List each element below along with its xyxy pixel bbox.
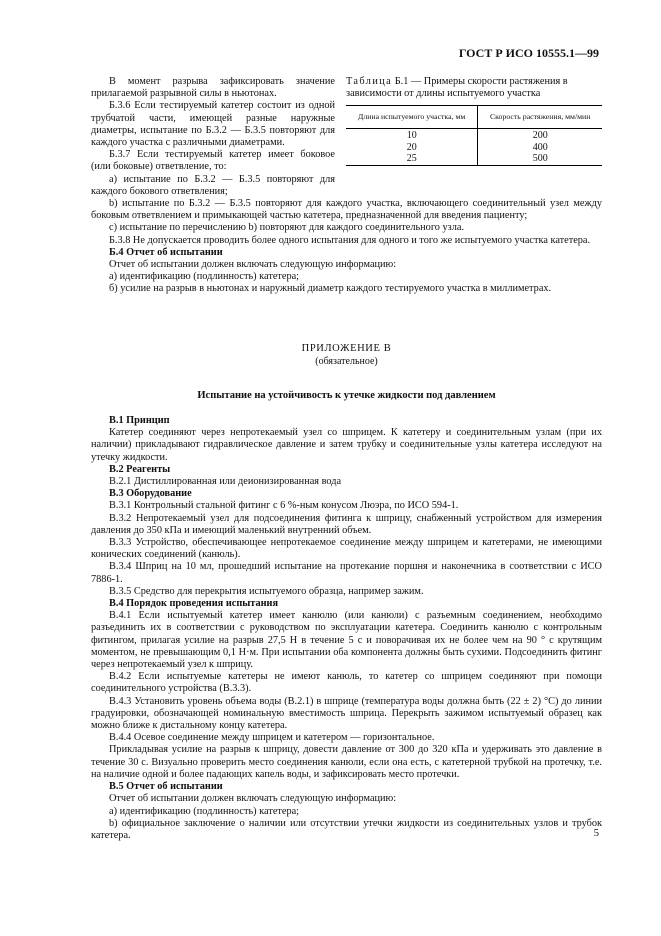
table-cell: 20 bbox=[406, 141, 417, 153]
list-item: а) идентификацию (подлинность) катетера; bbox=[109, 271, 300, 283]
table-caption-label: Таблица bbox=[346, 76, 393, 87]
table-caption bbox=[346, 76, 602, 100]
paragraph-b37-c: c) испытание по перечислению b) повторяют для каждого соединительного узла. bbox=[109, 222, 465, 234]
left-column bbox=[91, 76, 335, 198]
paragraph-v1: Катетер соединяют через непротекаемый узел со шприцем. К катетеру и соединительным узлам (при их наличии) прикладывают гидравлическое давление и затем трубку и соединительные узлы катетера исследуют на утечку жидкости. bbox=[91, 427, 602, 463]
paragraph-v34: В.3.4 Шприц на 10 мл, прошедший испытание на протекание поршня и наконечника в соответствии с ИСО 7886-1. bbox=[91, 561, 602, 585]
paragraph-v21: В.2.1 Дистиллированная или деионизированная вода bbox=[109, 476, 342, 488]
continuation-block bbox=[91, 198, 602, 296]
table-caption-text: Б.1 — Примеры скорости растяжения в зависимости от длины испытуемого участка bbox=[346, 76, 568, 99]
table-row bbox=[346, 142, 602, 154]
table-row bbox=[346, 129, 602, 142]
speed-table bbox=[346, 105, 602, 166]
document-header: ГОСТ Р ИСО 10555.1—99 bbox=[458, 46, 599, 60]
heading-v1: В.1 Принцип bbox=[109, 415, 170, 426]
list-item: b) официальное заключение о наличии или отсутствии утечки жидкости из соединительных узлов и трубок катетера. bbox=[91, 817, 602, 841]
appendix-body bbox=[91, 415, 602, 842]
appendix-title: ПРИЛОЖЕНИЕ В bbox=[301, 343, 392, 354]
list-item: а) идентификацию (подлинность) катетера; bbox=[109, 805, 300, 817]
paragraph-v42: В.4.2 Если испытуемые катетеры не имеют канюль, то катетер со шприцем соединяют при помощи соединительного устройства (В.3.3). bbox=[91, 671, 602, 695]
paragraph-break-force: В момент разрыва зафиксировать значение прилагаемой разрывной силы в ньютонах. bbox=[91, 76, 335, 100]
paragraph-v5-intro: Отчет об испытании должен включать следующую информацию: bbox=[109, 793, 397, 805]
heading-b4: Б.4 Отчет об испытании bbox=[109, 246, 223, 258]
page-number: 5 bbox=[593, 828, 599, 839]
paragraph-b38: Б.3.8 Не допускается проводить более одного испытания для одного и того же испытуемого участка катетера. bbox=[109, 234, 591, 246]
paragraph-v44-cont: Прикладывая усилие на разрыв к шприцу, довести давление от 300 до 320 кПа и удерживать это давление в течение 30 с. Визуально проверить место соединения канюли, если она есть, с катетерной трубкой на протечку, т.е. на наличие одной и более падающих капель воды, и зафиксировать место протечки. bbox=[91, 744, 602, 780]
table-block bbox=[346, 76, 602, 166]
heading-v4: В.4 Порядок проведения испытания bbox=[109, 598, 279, 610]
heading-v3: В.3 Оборудование bbox=[109, 488, 192, 500]
table-header-length: Длина испытуемого участка, мм bbox=[346, 106, 478, 129]
paragraph-b37-b: b) испытание по Б.3.2 — Б.3.5 повторяют для каждого участка, включающего соединительный узел между боковым ответвлением и примыкающей частью катетера, предназначенной для введения пациенту; bbox=[91, 198, 602, 222]
list-item: б) усилие на разрыв в ньютонах и наружный диаметр каждого тестируемого участка в миллиметрах. bbox=[109, 283, 552, 295]
paragraph-v32: В.3.2 Непротекаемый узел для подсоединения фитинга к шприцу, снабженный устройством для измерения давления до 350 кПа и имеющий маленький внутренний объем. bbox=[91, 512, 602, 536]
paragraph-b37: Б.3.7 Если тестируемый катетер имеет боковое (или боковые) ответвление, то: bbox=[91, 149, 335, 173]
table-header-speed: Скорость растяжения, мм/мин bbox=[478, 106, 602, 129]
paragraph-b36: Б.3.6 Если тестируемый катетер состоит из одной трубчатой части, имеющей разные наружные диаметры, испытание по Б.3.2 — Б.3.5 повторяют для каждого участка с различными диаметрами. bbox=[91, 100, 335, 149]
paragraph-b4-intro: Отчет об испытании должен включать следующую информацию: bbox=[109, 259, 397, 271]
heading-v2: В.2 Реагенты bbox=[109, 463, 171, 475]
paragraph-v43: В.4.3 Установить уровень объема воды (В.2.1) в шприце (температура воды должна быть (22 ± 2) °С) до линии градуировки, обозначающей номинальную вместимость шприца. Перекрыть зажимом испытуемый образец как можно ближе к дистальному концу катетера. bbox=[91, 695, 602, 732]
table-cell: 500 bbox=[478, 153, 602, 165]
paragraph-v44: В.4.4 Осевое соединение между шприцем и катетером — горизонтальное. bbox=[109, 732, 435, 744]
paragraph-b37-a: а) испытание по Б.3.2 — Б.3.5 повторяют для каждого бокового ответвления; bbox=[91, 173, 335, 197]
table-cell: 400 bbox=[478, 142, 602, 154]
table-cell: 10 bbox=[406, 130, 417, 141]
heading-v5: В.5 Отчет об испытании bbox=[109, 781, 223, 793]
table-row bbox=[346, 153, 602, 165]
paragraph-v35: В.3.5 Средство для перекрытия испытуемого образца, например зажим. bbox=[109, 585, 424, 597]
section-title: Испытание на устойчивость к утечке жидкости под давлением bbox=[197, 390, 496, 401]
paragraph-v33: В.3.3 Устройство, обеспечивающее непротекаемое соединение между шприцем и катетерами, не имеющими конических соединений (канюль). bbox=[91, 537, 602, 561]
table-cell: 25 bbox=[346, 153, 478, 165]
paragraph-v41: В.4.1 Если испытуемый катетер имеет канюлю (или канюли) с разъемным соединением, необходимо разъединить их в соответствии с руководством по эксплуатации катетера. Соединить канюлю с контрольным фитингом, прилагая усилие на разрыв 27,5 Н в течение 5 с и поворачивая их не более чем на 90 ° с крутящим моментом, не превышающим 0,1 Н·м. При испытании оба компонента должны быть сухими. Подсоединить фитинг через непротекаемый узел к шприцу. bbox=[91, 610, 602, 671]
appendix-subtitle: (обязательное) bbox=[315, 356, 378, 367]
table-cell: 200 bbox=[478, 129, 602, 142]
paragraph-v31: В.3.1 Контрольный стальной фитинг с 6 %-ным конусом Люэра, по ИСО 594-1. bbox=[109, 500, 459, 512]
